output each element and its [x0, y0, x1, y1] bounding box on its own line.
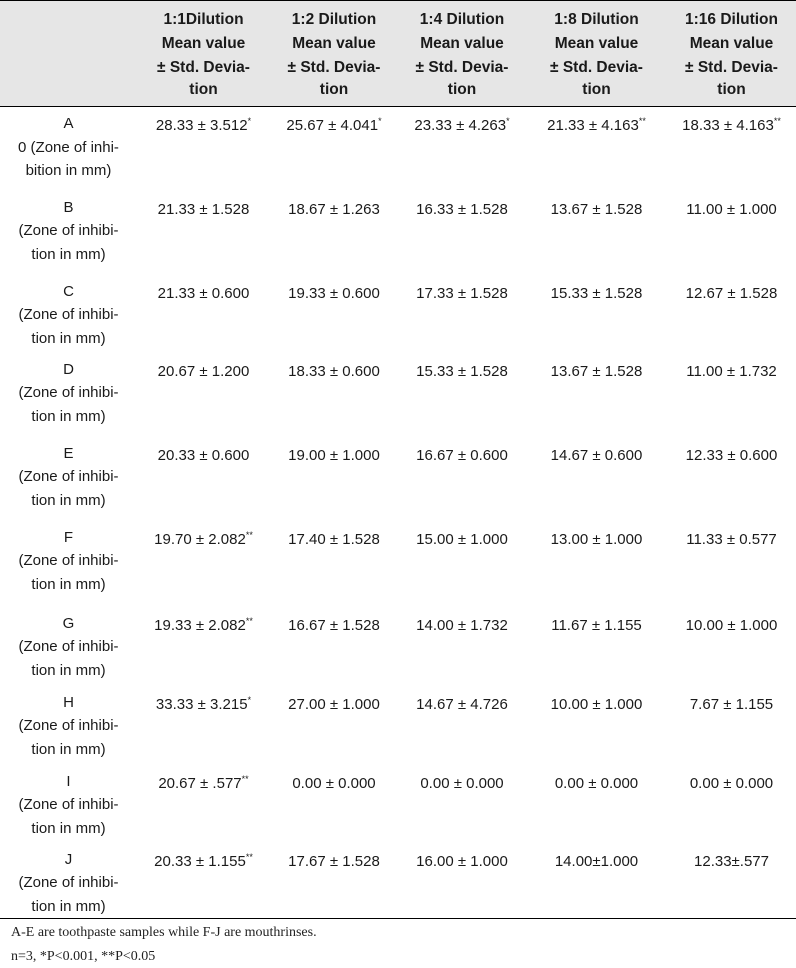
- sample-id: E: [63, 444, 74, 462]
- table-row: [0, 765, 796, 843]
- value-cell: [137, 765, 270, 843]
- table-header: [0, 1, 796, 107]
- sample-unit-text: tion in mm): [31, 819, 106, 837]
- header-cell-dilution: [398, 1, 526, 107]
- mean-sd-value: 13.67 ± 1.528: [550, 200, 643, 218]
- significance-marker: *: [378, 116, 382, 126]
- sample-id: I: [66, 772, 71, 790]
- value-cell: [667, 275, 796, 353]
- sample-unit-text: tion in mm): [31, 575, 106, 593]
- mean-sd-value: 20.33 ± 0.600: [157, 446, 250, 464]
- sample-unit-text: (Zone of inhibi-: [18, 222, 119, 239]
- header-line: ± Std. Devia-: [550, 59, 643, 76]
- value-cell: [137, 521, 270, 607]
- significance-marker: **: [245, 615, 253, 626]
- value-cell: [270, 437, 398, 521]
- mean-sd-value: 12.67 ± 1.528: [685, 284, 778, 302]
- value-cell: [526, 275, 667, 353]
- value-cell: [270, 607, 398, 686]
- mean-sd-value: 21.33 ± 0.600: [157, 284, 250, 302]
- header-cell-sample: [0, 1, 137, 107]
- value-cell: [667, 765, 796, 843]
- sample-id: G: [62, 614, 75, 632]
- header-line: 1:4 Dilution: [419, 11, 505, 28]
- sample-label-cell: [0, 521, 137, 607]
- header-row: [0, 1, 796, 107]
- sample-unit-text: tion in mm): [31, 407, 106, 425]
- mean-sd-value: 14.67 ± 4.726: [416, 695, 508, 713]
- mean-sd-value: 13.00 ± 1.000: [550, 530, 643, 548]
- header-line: ± Std. Devia-: [287, 59, 381, 76]
- table-row: [0, 607, 796, 686]
- header-line: ± Std. Devia-: [415, 59, 509, 76]
- sample-id: J: [64, 850, 73, 868]
- header-line: 1:1Dilution: [163, 11, 244, 28]
- sample-unit-text: (Zone of inhibi-: [18, 796, 119, 813]
- value-cell: [526, 107, 667, 191]
- mean-sd-value: 11.00 ± 1.000: [686, 200, 777, 218]
- sample-unit-text: tion in mm): [31, 740, 106, 758]
- sample-unit-text: (Zone of inhibi-: [18, 717, 119, 734]
- mean-sd-value: 18.33 ± 0.600: [288, 362, 380, 380]
- value-cell: [137, 686, 270, 765]
- mean-sd-value: 20.67 ± .577: [158, 774, 242, 792]
- value-cell: [526, 191, 667, 275]
- sample-unit-text: (Zone of inhibi-: [18, 874, 119, 891]
- mean-sd-value: 11.67 ± 1.155: [551, 616, 642, 634]
- header-line: Mean value: [161, 35, 246, 52]
- mean-sd-value: 10.00 ± 1.000: [550, 695, 643, 713]
- sample-unit-text: tion in mm): [31, 245, 106, 263]
- header-line: tion: [189, 81, 218, 98]
- value-cell: [398, 353, 526, 437]
- value-cell: [270, 353, 398, 437]
- value-cell: [270, 843, 398, 919]
- value-cell: [270, 107, 398, 191]
- mean-sd-value: 17.40 ± 1.528: [288, 530, 380, 548]
- sample-unit-text: (Zone of inhibi-: [18, 384, 119, 401]
- mean-sd-value: 21.33 ± 4.163: [547, 117, 639, 134]
- table-row: [0, 843, 796, 919]
- value-cell: [526, 521, 667, 607]
- value-cell: [270, 275, 398, 353]
- header-cell-dilution: [137, 1, 270, 107]
- significance-marker: *: [506, 116, 510, 126]
- mean-sd-value: 16.00 ± 1.000: [416, 852, 508, 870]
- mean-sd-value: 0.00 ± 0.000: [554, 774, 639, 792]
- value-cell: [137, 607, 270, 686]
- significance-marker: *: [247, 694, 252, 705]
- value-cell: [398, 765, 526, 843]
- mean-sd-value: 12.33 ± 0.600: [685, 446, 778, 464]
- header-cell-dilution: [667, 1, 796, 107]
- mean-sd-value: 16.33 ± 1.528: [416, 200, 508, 218]
- header-line: ± Std. Devia-: [685, 59, 778, 76]
- significance-marker: **: [245, 851, 253, 862]
- sample-label-cell: [0, 607, 137, 686]
- sample-unit-text: tion in mm): [31, 661, 106, 679]
- value-cell: [526, 843, 667, 919]
- mean-sd-value: 19.33 ± 0.600: [288, 284, 380, 302]
- mean-sd-value: 17.33 ± 1.528: [416, 284, 508, 302]
- mean-sd-value: 19.33 ± 2.082: [154, 616, 246, 634]
- mean-sd-value: 15.33 ± 1.528: [416, 362, 508, 380]
- mean-sd-value: 18.33 ± 4.163: [682, 117, 774, 134]
- header-line: Mean value: [420, 35, 504, 52]
- mean-sd-value: 18.67 ± 1.263: [288, 200, 380, 218]
- value-cell: [137, 107, 270, 191]
- mean-sd-value: 33.33 ± 3.215: [155, 695, 248, 713]
- sample-id: H: [63, 693, 74, 711]
- value-cell: [667, 107, 796, 191]
- header-line: 1:16 Dilution: [684, 11, 778, 28]
- value-cell: [526, 437, 667, 521]
- value-cell: [667, 353, 796, 437]
- value-cell: [398, 686, 526, 765]
- value-cell: [667, 521, 796, 607]
- footnote-stats: n=3, *P<0.001, **P<0.05: [11, 949, 156, 964]
- mean-sd-value: 13.67 ± 1.528: [550, 362, 643, 380]
- sample-unit-text: tion in mm): [31, 897, 106, 915]
- value-cell: [398, 275, 526, 353]
- table-row: [0, 686, 796, 765]
- table-row: [0, 191, 796, 275]
- header-line: tion: [582, 81, 611, 98]
- header-line: tion: [319, 81, 349, 98]
- header-line: ± Std. Devia-: [157, 59, 250, 76]
- significance-marker: **: [241, 773, 249, 784]
- table-body: [0, 107, 796, 919]
- value-cell: [398, 107, 526, 191]
- header-line: Mean value: [292, 35, 376, 52]
- mean-sd-value: 27.00 ± 1.000: [288, 695, 380, 713]
- mean-sd-value: 14.00±1.000: [554, 852, 639, 870]
- value-cell: [398, 843, 526, 919]
- sample-unit-text: tion in mm): [31, 329, 106, 347]
- mean-sd-value: 21.33 ± 1.528: [157, 200, 250, 218]
- sample-unit-text: tion in mm): [31, 491, 106, 509]
- sample-unit-text: (Zone of inhibi-: [18, 468, 119, 485]
- mean-sd-value: 15.00 ± 1.000: [416, 530, 508, 548]
- sample-unit-text: 0 (Zone of inhi-: [18, 138, 119, 156]
- value-cell: [270, 191, 398, 275]
- value-cell: [667, 437, 796, 521]
- value-cell: [137, 191, 270, 275]
- mean-sd-value: 28.33 ± 3.512: [155, 117, 248, 134]
- value-cell: [270, 521, 398, 607]
- sample-unit-text: (Zone of inhibi-: [18, 638, 119, 655]
- table-row: [0, 275, 796, 353]
- sample-label-cell: [0, 107, 137, 191]
- mean-sd-value: 16.67 ± 1.528: [288, 616, 380, 634]
- value-cell: [667, 686, 796, 765]
- mean-sd-value: 14.00 ± 1.732: [416, 616, 508, 634]
- mean-sd-value: 10.00 ± 1.000: [685, 616, 778, 634]
- header-line: Mean value: [554, 35, 639, 52]
- sample-label-cell: [0, 437, 137, 521]
- sample-id: A: [63, 115, 74, 132]
- sample-label-cell: [0, 765, 137, 843]
- sample-unit-text: bition in mm): [25, 162, 112, 179]
- table-row: [0, 521, 796, 607]
- mean-sd-value: 19.70 ± 2.082: [154, 530, 246, 548]
- value-cell: [526, 765, 667, 843]
- mean-sd-value: 7.67 ± 1.155: [689, 695, 774, 713]
- header-line: 1:8 Dilution: [554, 11, 639, 28]
- sample-label-cell: [0, 843, 137, 919]
- mean-sd-value: 12.33±.577: [694, 852, 769, 870]
- sample-unit-text: (Zone of inhibi-: [18, 552, 119, 569]
- significance-marker: **: [773, 116, 781, 126]
- mean-sd-value: 0.00 ± 0.000: [420, 774, 504, 792]
- mean-sd-value: 16.67 ± 0.600: [416, 446, 508, 464]
- value-cell: [398, 191, 526, 275]
- value-cell: [137, 275, 270, 353]
- value-cell: [667, 843, 796, 919]
- value-cell: [398, 607, 526, 686]
- value-cell: [526, 607, 667, 686]
- value-cell: [667, 607, 796, 686]
- mean-sd-value: 17.67 ± 1.528: [288, 852, 380, 870]
- header-cell-dilution: [526, 1, 667, 107]
- value-cell: [137, 437, 270, 521]
- header-line: 1:2 Dilution: [291, 11, 377, 28]
- sample-label-cell: [0, 191, 137, 275]
- sample-label-cell: [0, 275, 137, 353]
- sample-label-cell: [0, 353, 137, 437]
- mean-sd-value: 25.67 ± 4.041: [286, 117, 379, 134]
- mean-sd-value: 20.67 ± 1.200: [157, 362, 250, 380]
- value-cell: [137, 843, 270, 919]
- sample-id: C: [63, 282, 74, 300]
- value-cell: [667, 191, 796, 275]
- value-cell: [137, 353, 270, 437]
- table-row: [0, 437, 796, 521]
- mean-sd-value: 11.33 ± 0.577: [686, 530, 777, 548]
- value-cell: [526, 353, 667, 437]
- mean-sd-value: 20.33 ± 1.155: [154, 852, 246, 870]
- value-cell: [398, 437, 526, 521]
- header-line: tion: [717, 81, 746, 98]
- mean-sd-value: 14.67 ± 0.600: [550, 446, 643, 464]
- sample-label-cell: [0, 686, 137, 765]
- header-cell-dilution: [270, 1, 398, 107]
- mean-sd-value: 0.00 ± 0.000: [292, 774, 376, 792]
- value-cell: [526, 686, 667, 765]
- value-cell: [270, 686, 398, 765]
- mean-sd-value: 0.00 ± 0.000: [689, 774, 774, 792]
- mean-sd-value: 23.33 ± 4.263: [414, 117, 507, 134]
- header-line: Mean value: [689, 35, 774, 52]
- value-cell: [398, 521, 526, 607]
- sample-id: D: [63, 360, 74, 378]
- significance-marker: **: [245, 529, 253, 540]
- sample-unit-text: (Zone of inhibi-: [18, 306, 119, 323]
- mean-sd-value: 15.33 ± 1.528: [550, 284, 643, 302]
- header-line: tion: [447, 81, 477, 98]
- mean-sd-value: 19.00 ± 1.000: [288, 446, 380, 464]
- sample-id: F: [63, 528, 74, 546]
- footnote-samples: A-E are toothpaste samples while F-J are mouthrinses.: [11, 925, 317, 940]
- table-row: [0, 107, 796, 191]
- significance-marker: *: [247, 116, 252, 126]
- sample-id: B: [63, 198, 74, 216]
- table-row: [0, 353, 796, 437]
- value-cell: [270, 765, 398, 843]
- mean-sd-value: 11.00 ± 1.732: [686, 362, 777, 380]
- significance-marker: **: [638, 116, 646, 126]
